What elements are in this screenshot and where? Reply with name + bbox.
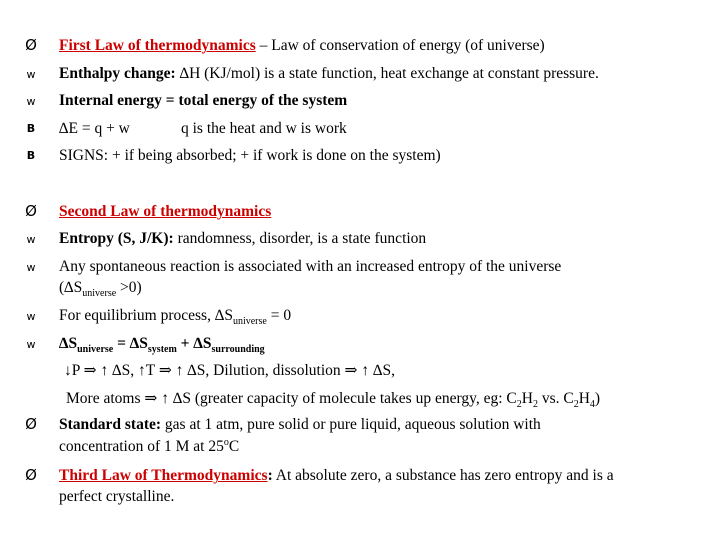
entropy-rules-text: ↓P ⇒ ↑ ∆S, ↑T ⇒ ↑ ∆S, Dilution, dissolution ⇒ ↑ ∆S,	[64, 362, 395, 379]
spontaneous-cond-sub: universe	[82, 288, 117, 300]
first-law-title: First Law of thermodynamics	[59, 37, 256, 54]
standard-state-label: Standard state:	[59, 416, 162, 433]
enthalpy-label: Enthalpy change:	[59, 65, 180, 82]
sum-sub-surrounding: surrounding	[211, 344, 265, 356]
standard-state-text: gas at 1 atm, pure solid or pure liquid, aqueous solution with	[161, 416, 541, 433]
spontaneous-cond-a: (∆S	[59, 279, 83, 296]
energy-equation: ∆E = q + w	[59, 120, 130, 137]
more-atoms-d: H	[578, 390, 590, 407]
diamond-bullet-icon: w	[26, 233, 36, 246]
standard-state-line2-a: concentration of 1 M at 25	[59, 438, 224, 455]
more-atoms-sub3: 2	[573, 399, 579, 411]
entropy-label: Entropy (S, J/K):	[59, 230, 178, 247]
third-law-colon: :	[267, 467, 273, 484]
enthalpy-text: ∆H (KJ/mol) is a state function, heat exchange at constant pressure.	[179, 65, 599, 82]
sum-c: + ∆S	[176, 335, 212, 352]
sum-sub-system: system	[147, 344, 177, 356]
more-atoms-c: vs. C	[537, 390, 574, 407]
arrow-bullet-icon: Ø	[25, 466, 37, 484]
third-law-line2: perfect crystalline.	[59, 488, 175, 505]
arrow-bullet-icon: Ø	[25, 202, 37, 220]
sum-b: = ∆S	[113, 335, 148, 352]
square-bullet-icon: B	[26, 122, 36, 135]
internal-energy-label: Internal energy = total energy of the system	[59, 92, 348, 109]
standard-state-degree: o	[223, 436, 229, 448]
spontaneous-text: Any spontaneous reaction is associated with an increased entropy of the universe	[59, 258, 562, 275]
square-bullet-icon: B	[26, 149, 36, 162]
diamond-bullet-icon: w	[26, 338, 36, 351]
sum-sub-universe: universe	[77, 344, 114, 356]
equilibrium-text-a: For equilibrium process, ∆S	[59, 307, 233, 324]
diamond-bullet-icon: w	[26, 310, 36, 323]
third-law-text: At absolute zero, a substance has zero entropy and is a	[272, 467, 614, 484]
equilibrium-sub: universe	[232, 316, 267, 328]
more-atoms-e: )	[594, 390, 601, 407]
more-atoms-sub1: 2	[516, 399, 522, 411]
more-atoms-a: More atoms ⇒ ↑ ∆S (greater capacity of molecule takes up energy, eg: C	[66, 390, 517, 407]
more-atoms-sub2: 2	[532, 399, 538, 411]
standard-state-line2-b: C	[228, 438, 240, 455]
spontaneous-cond-b: >0)	[116, 279, 142, 296]
arrow-bullet-icon: Ø	[25, 415, 37, 433]
diamond-bullet-icon: w	[26, 95, 36, 108]
equilibrium-text-b: = 0	[266, 307, 292, 324]
energy-equation-note: q is the heat and w is work	[181, 120, 347, 137]
third-law-title: Third Law of Thermodynamics	[59, 467, 268, 484]
second-law-title: Second Law of thermodynamics	[59, 203, 272, 220]
diamond-bullet-icon: w	[26, 68, 36, 81]
more-atoms-sub4: 4	[589, 399, 595, 411]
signs-text: SIGNS: + if being absorbed; + if work is done on the system)	[59, 147, 441, 164]
sum-a: ∆S	[59, 335, 78, 352]
arrow-bullet-icon: Ø	[25, 36, 37, 54]
entropy-text: randomness, disorder, is a state function	[177, 230, 427, 247]
diamond-bullet-icon: w	[26, 261, 36, 274]
more-atoms-b: H	[521, 390, 533, 407]
first-law-description: – Law of conservation of energy (of universe)	[255, 37, 545, 54]
